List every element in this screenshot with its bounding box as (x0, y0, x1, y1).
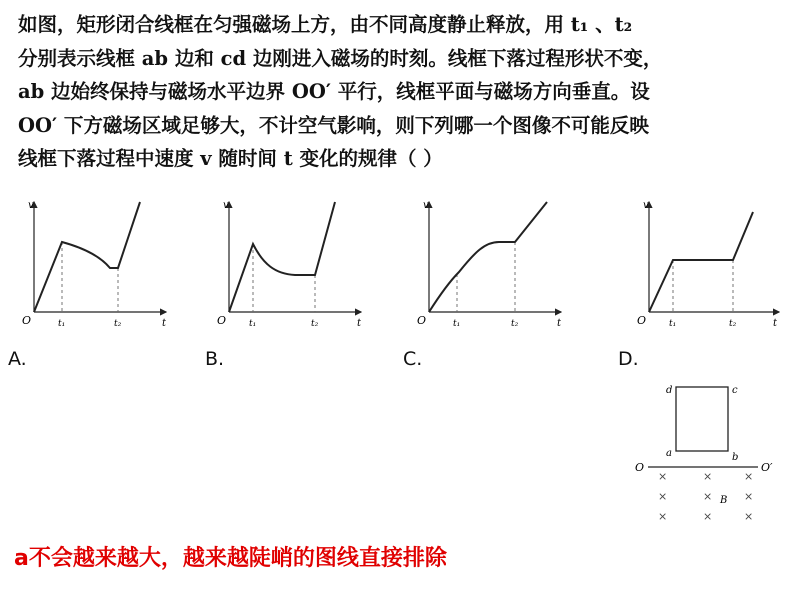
question-line-3: ab 边始终保持与磁场水平边界 OO′ 平行，线框平面与磁场方向垂直。设 (18, 80, 650, 104)
field-cross: × (703, 490, 713, 503)
question-line-4: OO′ 下方磁场区域足够大，不计空气影响，则下列哪一个图像不可能反映 (18, 113, 649, 137)
origin-label: O (217, 314, 227, 327)
v-t-curve (229, 202, 335, 312)
t1-label: t₁ (453, 319, 461, 329)
field-cross: × (658, 510, 668, 523)
field-cross: × (703, 510, 713, 523)
v-label: v (223, 200, 229, 211)
t1-label: t₁ (669, 319, 677, 329)
v-t-curve (34, 202, 140, 312)
question-text (18, 8, 778, 176)
t2-label: t₂ (311, 319, 319, 329)
field-cross: × (703, 470, 713, 483)
v-t-curve (649, 212, 753, 312)
origin-label: O (637, 314, 647, 327)
v-t-curve (429, 202, 547, 312)
graph-c-svg (413, 192, 573, 342)
origin-label: O (22, 314, 32, 327)
option-c[interactable]: C. (403, 348, 423, 370)
question-line-1: 如图，矩形闭合线框在匀强磁场上方，由不同高度静止释放，用 t₁ 、t₂ (18, 13, 633, 36)
origin-label: O (417, 314, 427, 327)
teacher-note: a不会越来越大，越来越陡峭的图线直接排除 (14, 546, 447, 571)
t2-label: t₂ (511, 319, 519, 329)
boundary-right-label: O′ (761, 461, 773, 474)
field-cross: × (744, 470, 754, 483)
t-label: t (557, 318, 562, 329)
graph-a (18, 192, 178, 346)
graph-b-svg (213, 192, 373, 342)
corner-b-label: b (732, 452, 739, 463)
t1-label: t₁ (58, 319, 66, 329)
graph-d (633, 192, 787, 346)
t-label: t (773, 318, 778, 329)
question-line-5: 线框下落过程中速度 v 随时间 t 变化的规律（ ） (18, 147, 443, 171)
v-label: v (28, 200, 34, 211)
wire-frame (676, 387, 728, 451)
graph-d-svg (633, 192, 787, 342)
t2-label: t₂ (729, 319, 737, 329)
option-b[interactable]: B. (205, 348, 225, 370)
frame-figure-svg (620, 372, 780, 532)
boundary-left-label: O (635, 461, 645, 474)
option-d[interactable]: D. (618, 348, 639, 370)
v-label: v (643, 200, 649, 211)
field-b-label: B (720, 495, 728, 506)
corner-d-label: d (666, 385, 673, 396)
option-a[interactable]: A. (8, 348, 27, 370)
field-cross: × (744, 510, 754, 523)
graph-a-svg (18, 192, 178, 342)
t-label: t (162, 318, 167, 329)
corner-c-label: c (732, 385, 738, 396)
v-label: v (423, 200, 429, 211)
corner-a-label: a (666, 448, 672, 459)
t-label: t (357, 318, 362, 329)
graph-c (413, 192, 573, 346)
field-cross: × (658, 490, 668, 503)
frame-figure (620, 372, 780, 536)
t2-label: t₂ (114, 319, 122, 329)
graph-b (213, 192, 373, 346)
t1-label: t₁ (249, 319, 257, 329)
question-line-2: 分别表示线框 ab 边和 cd 边刚进入磁场的时刻。线框下落过程形状不变， (18, 46, 663, 70)
field-cross: × (658, 470, 668, 483)
field-cross: × (744, 490, 754, 503)
